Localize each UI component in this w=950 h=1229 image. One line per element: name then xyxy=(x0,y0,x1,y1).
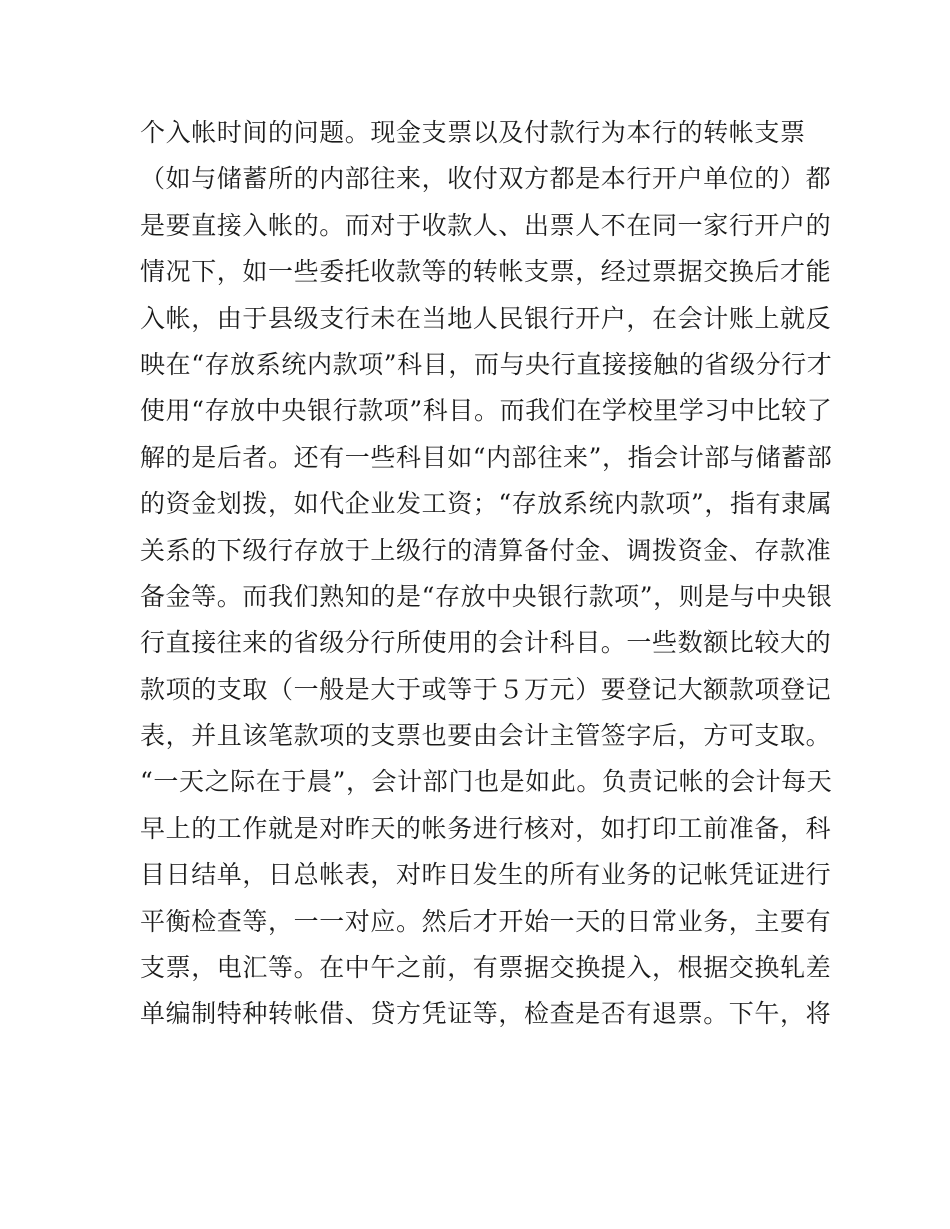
text-line: 行直接往来的省级分行所使用的会计科目。一些数额比较大的 xyxy=(140,628,832,658)
text-line: 单编制特种转帐借、贷方凭证等，检查是否有退票。下午，将 xyxy=(140,999,832,1029)
text-line: 备金等。而我们熟知的是“存放中央银行款项”，则是与中央银 xyxy=(140,581,833,611)
text-line: （如与储蓄所的内部往来，收付双方都是本行开户单位的）都 xyxy=(140,164,832,194)
text-line: 表，并且该笔款项的支票也要由会计主管签字后，方可支取。 xyxy=(140,721,832,751)
text-line: 使用“存放中央银行款项”科目。而我们在学校里学习中比较了 xyxy=(140,396,833,426)
text-line: 解的是后者。还有一些科目如“内部往来”，指会计部与储蓄部 xyxy=(140,442,833,472)
text-line: 入帐，由于县级支行未在当地人民银行开户，在会计账上就反 xyxy=(140,303,832,333)
text-line: 关系的下级行存放于上级行的清算备付金、调拨资金、存款准 xyxy=(140,535,832,565)
text-line: 的资金划拨，如代企业发工资；“存放系统内款项”，指有隶属 xyxy=(140,489,833,519)
text-line: 映在“存放系统内款项”科目，而与央行直接接触的省级分行才 xyxy=(140,349,833,379)
text-line: 目日结单，日总帐表，对昨日发生的所有业务的记帐凭证进行 xyxy=(140,860,832,890)
text-line: 个入帐时间的问题。现金支票以及付款行为本行的转帐支票 xyxy=(140,118,806,147)
text-line: 款项的支取（一般是大于或等于５万元）要登记大额款项登记 xyxy=(140,674,832,704)
text-line: 情况下，如一些委托收款等的转帐支票，经过票据交换后才能 xyxy=(140,257,832,287)
body-text xyxy=(140,110,833,1038)
text-line: 是要直接入帐的。而对于收款人、出票人不在同一家行开户的 xyxy=(140,210,832,240)
text-line: 早上的工作就是对昨天的帐务进行核对，如打印工前准备，科 xyxy=(140,813,832,843)
text-line: 支票，电汇等。在中午之前，有票据交换提入，根据交换轧差 xyxy=(140,953,832,983)
text-line: “一天之际在于晨”，会计部门也是如此。负责记帐的会计每天 xyxy=(140,767,833,797)
text-line: 平衡检查等，一一对应。然后才开始一天的日常业务，主要有 xyxy=(140,906,832,936)
